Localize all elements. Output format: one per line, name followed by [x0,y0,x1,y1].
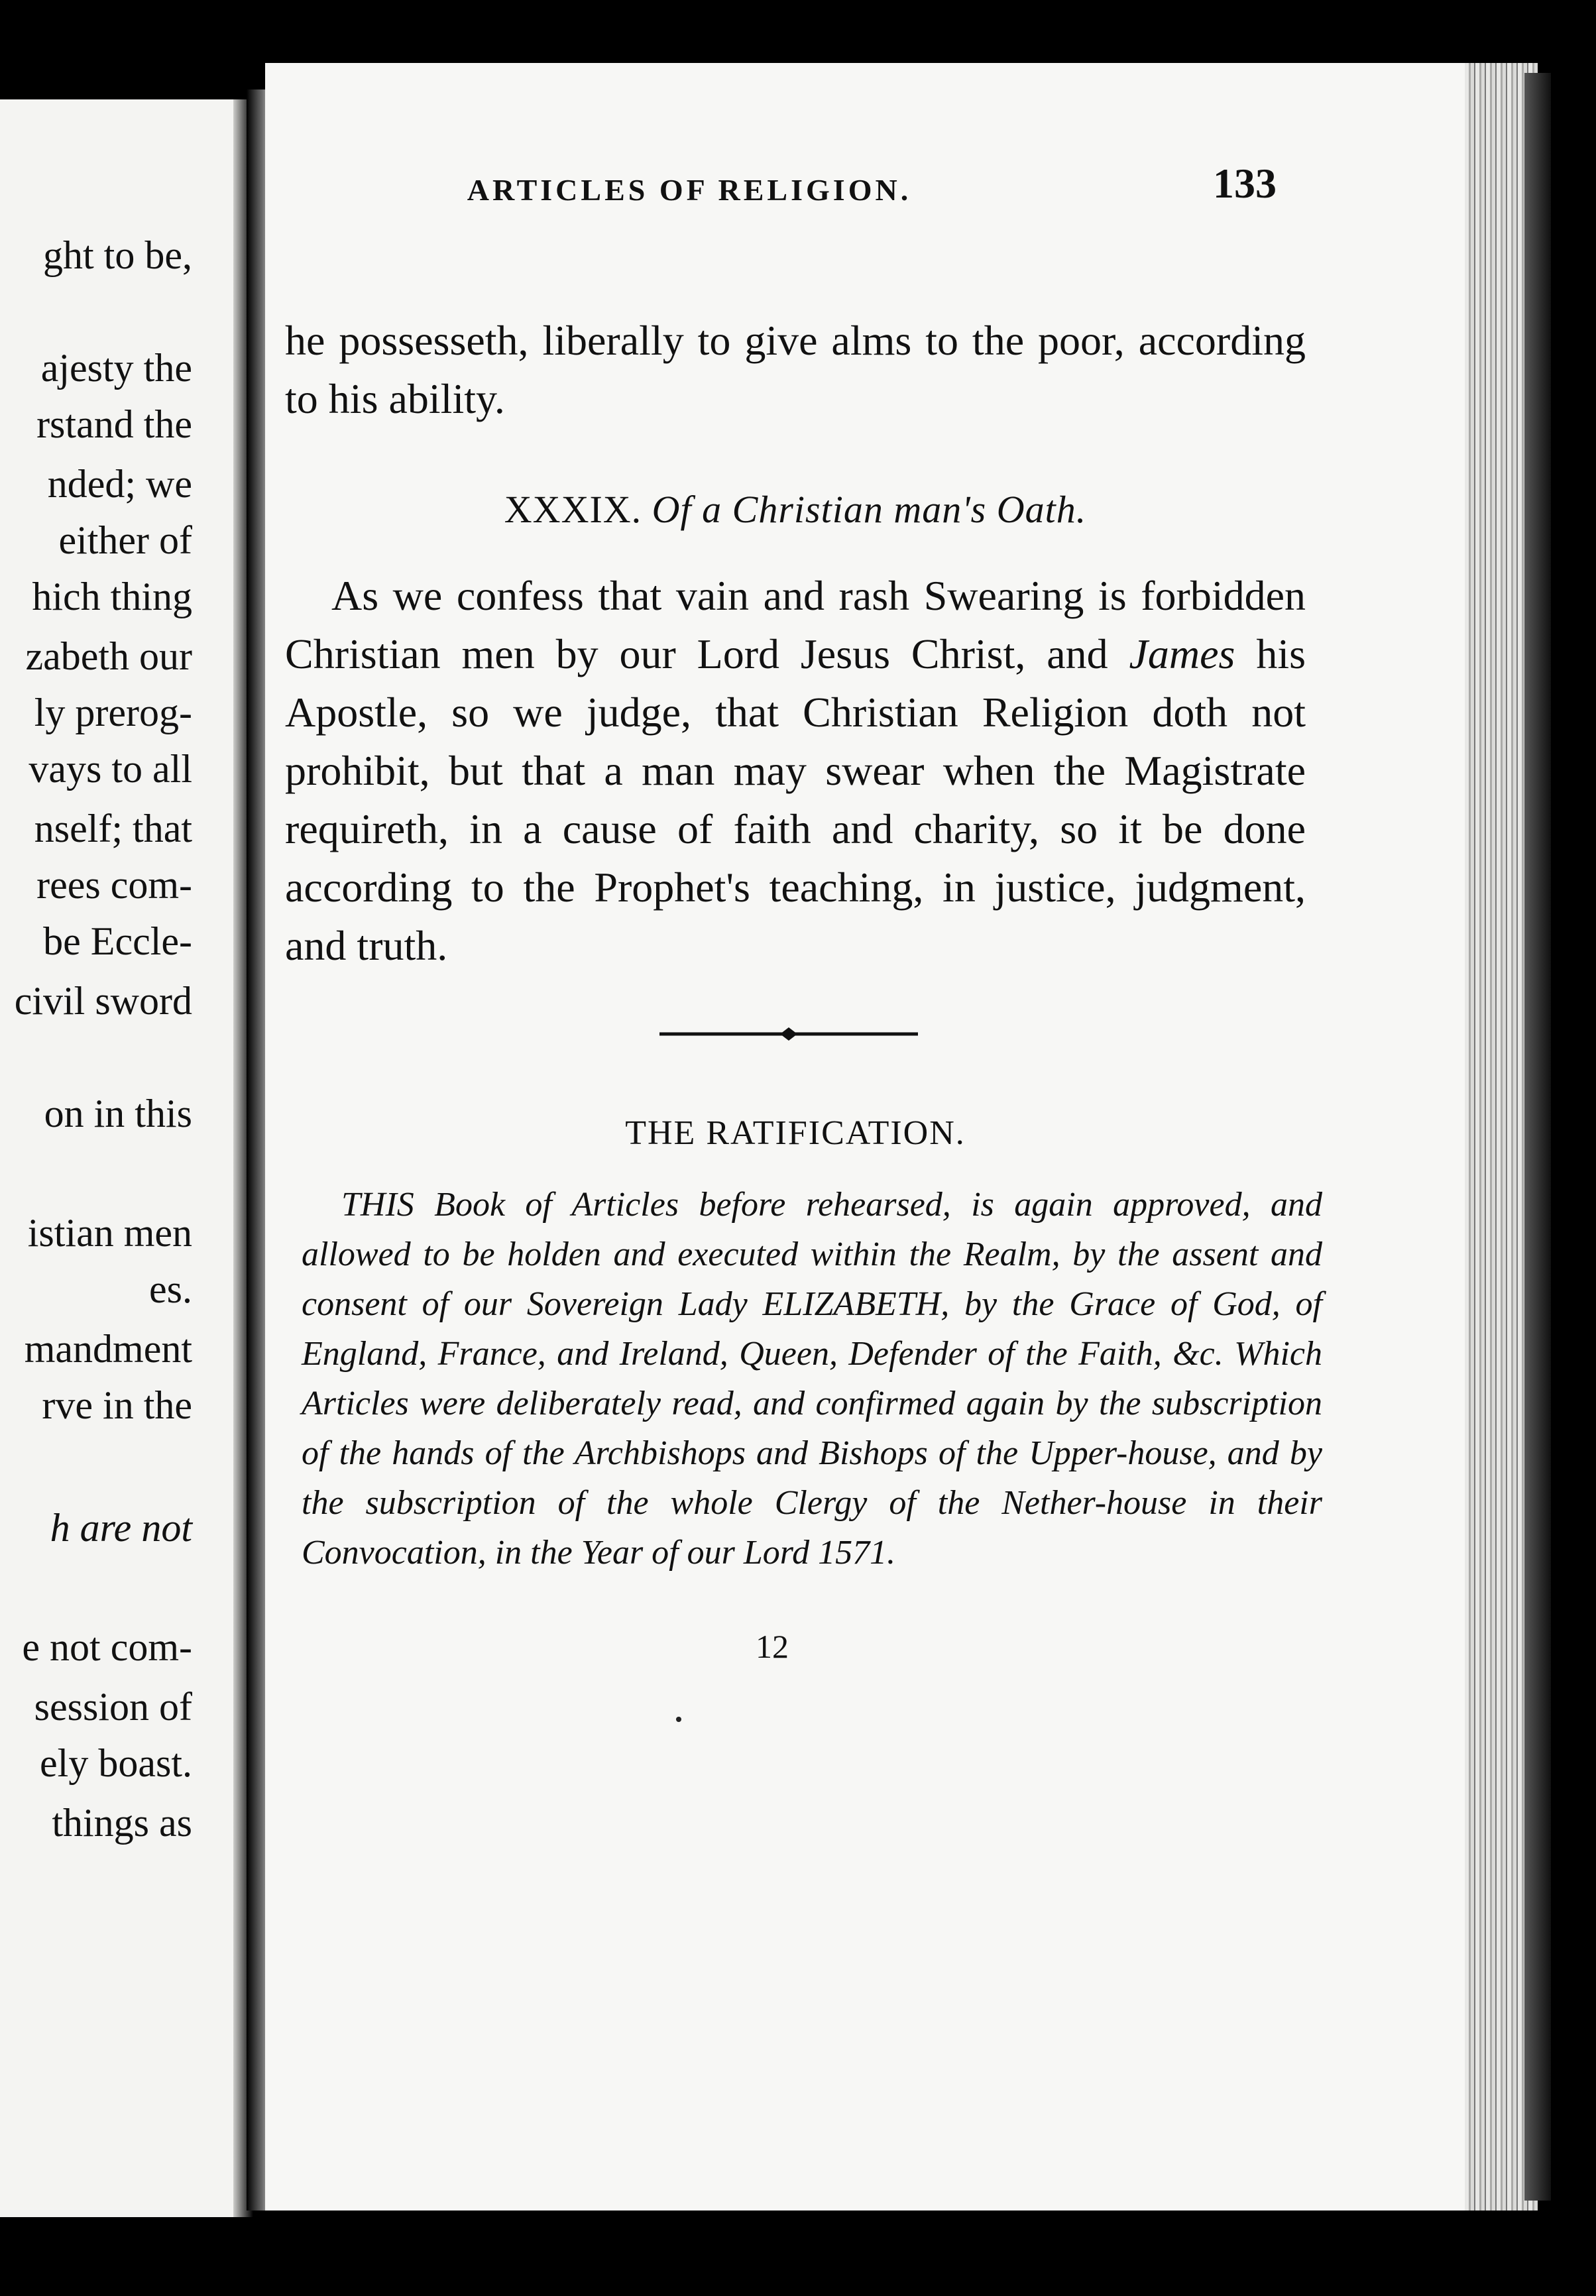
facing-page-line: ajesty the [40,346,192,390]
facing-page-line: hich thing [32,575,192,618]
continuation-block [285,312,1306,428]
section-divider-ornament [659,1024,918,1044]
article-text-part1: As we confess that vain and rash Swearing is forbidden Christian men by our Lord Jesus Christ, and [285,572,1306,677]
article-text-part2: his Apostle, so we judge, that Christian Religion doth not prohibit, but that a man may swear when the Magistrate requireth, in a cause of faith and charity, so it be done according to the Prophet's teaching, in justice, judgment, and truth. [285,630,1306,969]
facing-page-line: ly prerog- [34,691,192,734]
signature-mark: 12 [756,1628,789,1665]
facing-page-line: ght to be, [43,233,192,277]
facing-page-line: h are not [50,1506,192,1550]
facing-page-line: mandment [24,1327,192,1371]
facing-page-line: ely boast. [40,1741,192,1785]
page-number: 133 [1213,160,1277,207]
article-number: XXXIX. [504,488,642,531]
article-heading [285,487,1306,532]
facing-page-line: rstand the [36,402,192,446]
book-edge-shadow [1524,73,1551,2201]
ratification-heading: THE RATIFICATION. [625,1114,966,1152]
facing-page-line: rees com- [36,863,192,907]
facing-page-line: vays to all [28,747,192,791]
facing-page-line: things as [52,1801,192,1845]
facing-page-line: on in this [44,1092,192,1135]
facing-page-line: be Eccle- [43,919,192,963]
facing-page-line: es. [149,1267,192,1311]
article-paragraph [285,567,1306,975]
facing-page-line: civil sword [14,979,192,1023]
facing-page-line: e not com- [22,1625,192,1669]
continuation-paragraph: he possesseth, liberally to give alms to the poor, according to his ability. [285,317,1306,422]
ink-speck [676,1717,681,1722]
running-head: ARTICLES OF RELIGION. [467,173,912,207]
facing-page-line: nded; we [47,462,192,506]
facing-page-line: istian men [27,1211,192,1255]
article-body [285,567,1306,975]
facing-page-line: rve in the [42,1383,192,1427]
ratification-paragraph: THIS Book of Articles before rehearsed, is again approved, and allowed to be holden and executed within the Realm, by the assent and consent of our Sovereign Lady ELIZABETH, by the Grace of God, of England, France, and Ireland, Queen, Defender of the Faith, &c. Which Articles were deliberately read, and confirmed again by the subscription of the hands of the Archbishops and Bishops of the Upper-house, and by the subscription of the whole Clergy of the Nether-house in their Convocation, in the Year of our Lord 1571. [302,1186,1322,1572]
facing-page-line: either of [58,518,192,562]
facing-page-line: zabeth our [25,634,192,678]
james-name: James [1129,630,1235,677]
facing-page-line: nself; that [34,807,192,850]
article-title: Of a Christian man's Oath. [652,488,1087,531]
facing-page-line: session of [34,1685,192,1729]
facing-page [0,99,239,2217]
